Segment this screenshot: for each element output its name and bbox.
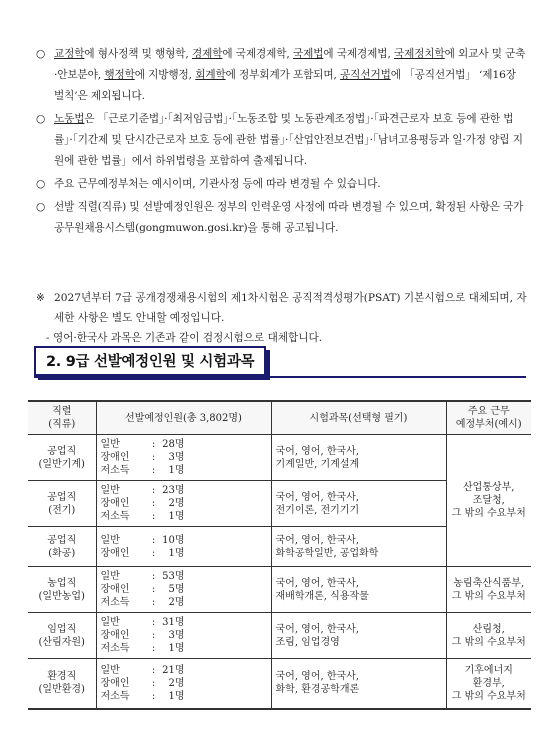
job-cell: 공업직 (전기) xyxy=(28,481,96,527)
notes-section xyxy=(36,44,528,241)
table-header-row xyxy=(28,401,531,435)
table-row xyxy=(28,613,531,659)
note-subject-scope: ○ 교정학에 형사정책 및 행형학, 경제학에 국제경제학, 국제법에 국제경제법, 국제정치학에 외교사 및 군축·안보분야, 행정학에 지방행정, 회계학에 정부회계가 포함되며, 공직선거법에 「공직선거법」 ‘제16장 벌칙’은 제외됩니다. xyxy=(36,44,528,107)
language-test-note: - 영어·한국사 과목은 기존과 같이 검정시험으로 대체합니다. xyxy=(46,332,323,344)
reference-mark-icon: ※ xyxy=(36,292,45,304)
bullet-icon: ○ xyxy=(36,48,46,60)
bullet-icon: ○ xyxy=(36,178,46,190)
department-cell: 기후에너지 환경부, 그 밖의 수요부처 xyxy=(446,659,531,709)
quota-cell: 일반 : 53명 장애인 : 5명 저소득 : 2명 xyxy=(96,567,271,613)
header-department: 주요 근무 예정부처(예시) xyxy=(446,401,531,435)
subject-cell: 국어, 영어, 한국사, 전기이론, 전기기기 xyxy=(271,481,446,527)
quota-cell: 일반 : 21명 장애인 : 2명 저소득 : 1명 xyxy=(96,659,271,709)
table-row xyxy=(28,567,531,613)
header-quota: 선발예정인원(총 3,802명) xyxy=(96,401,271,435)
quota-cell: 일반 : 28명 장애인 : 3명 저소득 : 1명 xyxy=(96,435,271,481)
note-quota-change: ○ 선발 직렬(직류) 및 선발예정인원은 정부의 인력운영 사정에 따라 변경될 수 있으며, 확정된 사항은 국가공무원채용시스템(gongmuwon.gosi.kr)을 통해 공고됩니다. xyxy=(36,197,528,239)
job-cell: 농업직 (일반농업) xyxy=(28,567,96,613)
header-subjects: 시험과목(선택형 필기) xyxy=(271,401,446,435)
note-labor-law: ○ 노동법은 「근로기준법」·「최저임금법」·「노동조합 및 노동관계조정법」·「파견근로자 보호 등에 관한 법률」·「기간제 및 단시간근로자 보호 등에 관한 법률」·「산업안전보건법」·「남녀고용평등과 일·가정 양립 지원에 관한 법률」에서 하위법령을 포함하여 출제됩니다. xyxy=(36,109,528,172)
quota-cell: 일반 : 10명 장애인 : 1명 xyxy=(96,527,271,567)
header-job: 직렬 (직류) xyxy=(28,401,96,435)
department-cell: 농림축산식품부, 그 밖의 수요부처 xyxy=(446,567,531,613)
subject-cell: 국어, 영어, 한국사, 화학공학일반, 공업화학 xyxy=(271,527,446,567)
section-divider xyxy=(34,376,526,378)
section-heading xyxy=(34,346,266,376)
quota-cell: 일반 : 31명 장애인 : 3명 저소득 : 1명 xyxy=(96,613,271,659)
bullet-icon: ○ xyxy=(36,201,46,213)
psat-notice xyxy=(36,288,528,348)
job-cell: 공업직 (화공) xyxy=(28,527,96,567)
subject-cell: 국어, 영어, 한국사, 조림, 임업경영 xyxy=(271,613,446,659)
bullet-icon: ○ xyxy=(36,113,46,125)
psat-note: ※ 2027년부터 7급 공개경쟁채용시험의 제1차시험은 공직적격성평가(PSAT) 기본시험으로 대체되며, 자세한 사항은 별도 안내할 예정입니다. xyxy=(36,288,528,328)
department-cell: 산업통상부, 조달청, 그 밖의 수요부처 xyxy=(446,435,531,567)
table-row xyxy=(28,435,531,481)
section-title: 2. 9급 선발예정인원 및 시험과목 xyxy=(34,346,266,376)
job-cell: 임업직 (산림자원) xyxy=(28,613,96,659)
subject-cell: 국어, 영어, 한국사, 재배학개론, 식용작물 xyxy=(271,567,446,613)
job-cell: 환경직 (일반환경) xyxy=(28,659,96,709)
subject-cell: 국어, 영어, 한국사, 기계일반, 기계설계 xyxy=(271,435,446,481)
table-row xyxy=(28,659,531,709)
quota-table xyxy=(28,400,531,710)
department-cell: 산림청, 그 밖의 수요부처 xyxy=(446,613,531,659)
quota-cell: 일반 : 23명 장애인 : 2명 저소득 : 1명 xyxy=(96,481,271,527)
job-cell: 공업직 (일반기계) xyxy=(28,435,96,481)
note-departments: ○ 주요 근무예정부처는 예시이며, 기관사정 등에 따라 변경될 수 있습니다. xyxy=(36,174,528,195)
subject-cell: 국어, 영어, 한국사, 화학, 환경공학개론 xyxy=(271,659,446,709)
